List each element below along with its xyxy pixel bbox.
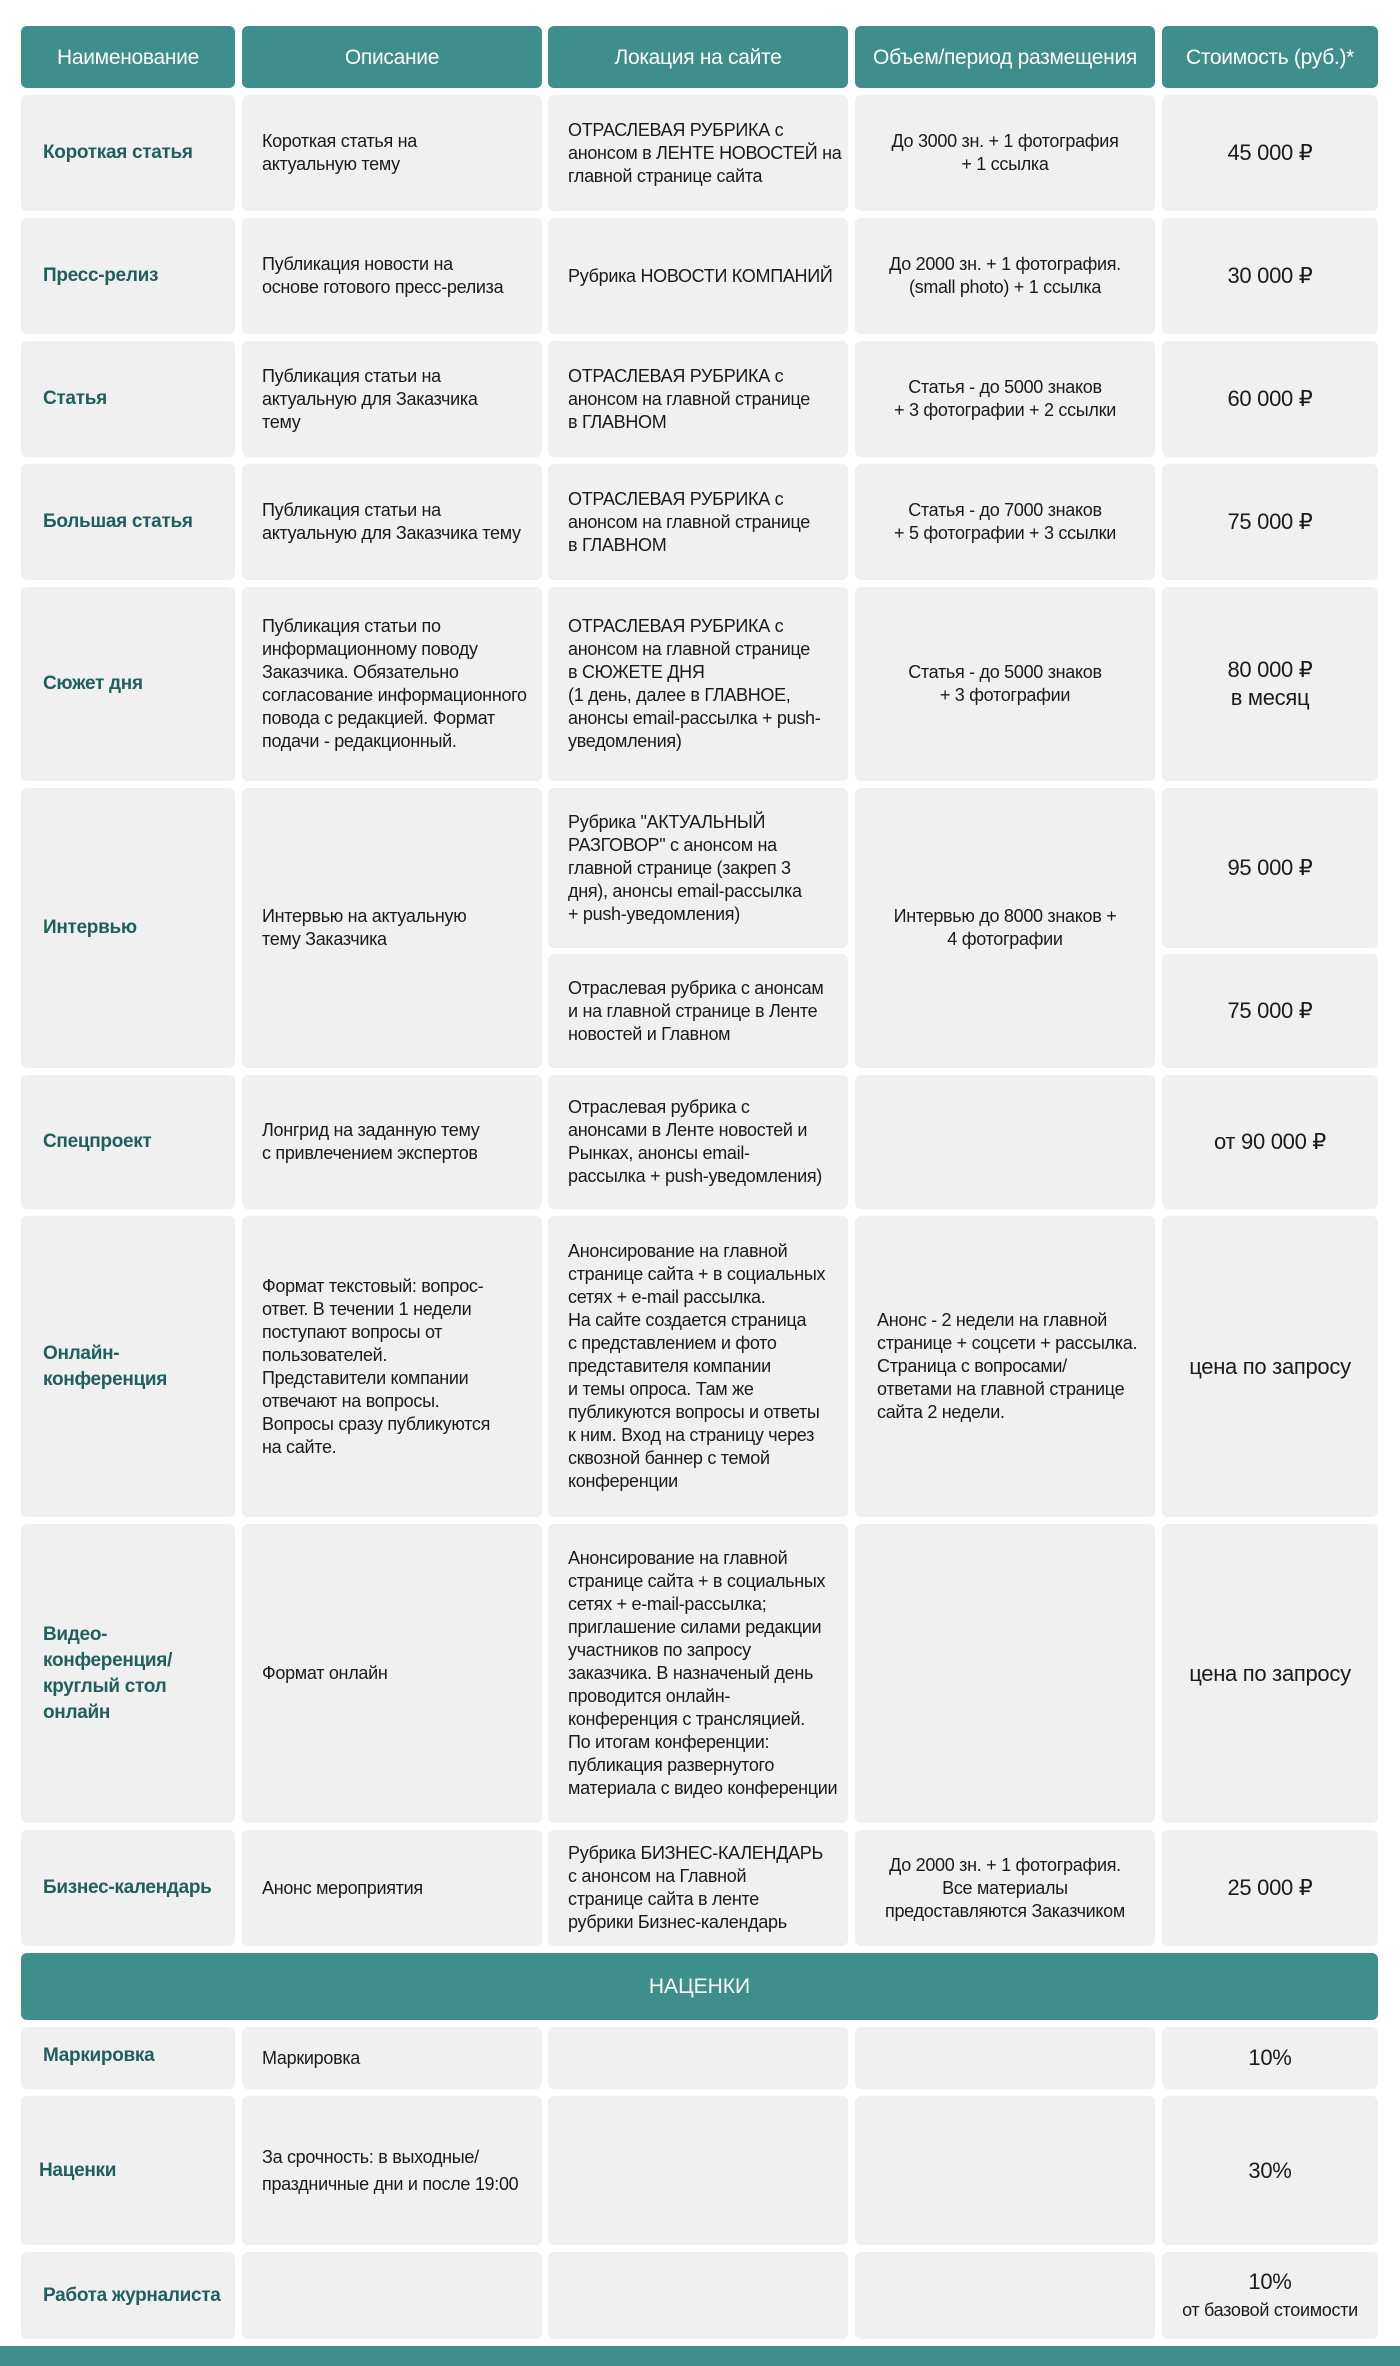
header-label: Локация на сайте [614,45,782,69]
row-volume [855,2096,1155,2245]
row-price-text: 10% [1248,2268,1292,2294]
row-price [1162,464,1378,580]
row-location [548,1075,848,1209]
header-label: Наименование [57,45,199,69]
row-description [242,587,542,781]
row-description [242,2096,542,2245]
row-volume [855,2027,1155,2089]
row-price [1162,341,1378,457]
row-description [242,788,542,1068]
row-price-text: 30% [1248,2157,1292,2183]
row-price-note: в месяц [1230,685,1310,710]
row-location-alt-text: Отраслевая рубрика с анонсам и на главной странице в Ленте новостей и Главном [568,977,824,1044]
row-price-text: от 90 000 ₽ [1213,1129,1327,1154]
row-volume [855,587,1155,781]
row-volume [855,788,1155,1068]
row-location [548,341,848,457]
row-volume [855,1830,1155,1946]
markups-section-header [21,1953,1378,2020]
row-description-text: Формат онлайн [262,1663,388,1683]
row-description [242,2027,542,2089]
row-price-alt-text: 75 000 ₽ [1227,998,1313,1023]
row-price [1162,788,1378,948]
row-description-text: Формат текстовый: вопрос- ответ. В течении 1 недели поступают вопросы от пользователей. Представители компании отвечают на вопросы. Вопросы сразу публикуются на сайте. [262,1275,491,1457]
row-location [548,218,848,334]
row-description-text: Маркировка [262,2047,361,2068]
row-price-text: 95 000 ₽ [1227,855,1313,880]
row-description [242,1216,542,1517]
row-price [1162,1075,1378,1209]
row-volume-text: До 3000 зн. + 1 фотография + 1 ссылка [891,131,1119,174]
column-header-volume [855,26,1155,88]
row-volume [855,464,1155,580]
row-name-text: Бизнес-календарь [43,1877,212,1898]
row-location [548,1524,848,1823]
row-name-text: Интервью [43,917,137,938]
column-header-description [242,26,542,88]
row-volume [855,218,1155,334]
row-location-text: Отраслевая рубрика с анонсами в Ленте новостей и Рынках, анонсы email- рассылка + push-уведомления) [568,1097,822,1186]
row-name [21,1075,235,1209]
row-location-text: ОТРАСЛЕВАЯ РУБРИКА с анонсом на главной странице в ГЛАВНОМ [568,365,810,432]
row-location-text: ОТРАСЛЕВАЯ РУБРИКА с анонсом в ЛЕНТЕ НОВОСТЕЙ на главной странице сайта [568,119,842,186]
row-price-text: 75 000 ₽ [1227,509,1313,534]
row-volume-text: Анонс - 2 недели на главной странице + соцсети + рассылка. Страница с вопросами/ ответами на главной странице сайта 2 недели. [877,1310,1138,1422]
row-volume-text: Интервью до 8000 знаков + 4 фотографии [893,906,1117,949]
row-volume [855,1075,1155,1209]
row-volume [855,95,1155,211]
row-location [548,2027,848,2089]
row-name-text: Короткая статья [43,142,193,163]
row-volume-text: Статья - до 5000 знаков + 3 фотографии + 2 ссылки [894,377,1116,420]
row-price [1162,1524,1378,1823]
row-description-text: Публикация статьи на актуальную для Заказчика тему [262,500,521,543]
row-name [21,341,235,457]
row-name-text: Большая статья [43,511,193,532]
row-volume-text: До 2000 зн. + 1 фотография. (small photo) + 1 ссылка [889,254,1121,297]
row-price-note: от базовой стоимости [1182,2299,1358,2320]
row-name-text: Онлайн- конференция [43,1342,168,1390]
row-location [548,587,848,781]
row-name-text: Сюжет дня [43,673,143,694]
row-description [242,341,542,457]
row-location-alt [548,954,848,1068]
row-description-text: Короткая статья на актуальную тему [262,131,417,174]
row-price-text: 25 000 ₽ [1227,1875,1313,1900]
row-description-text: Публикация статьи по информационному поводу Заказчика. Обязательно согласование информационного повода с редакцией. Формат подачи - редакционный. [262,616,527,751]
row-location [548,95,848,211]
row-location-text: ОТРАСЛЕВАЯ РУБРИКА с анонсом на главной странице в ГЛАВНОМ [568,488,810,555]
row-description-text: Лонгрид на заданную тему с привлечением экспертов [262,1120,480,1163]
row-name-text: Наценки [39,2159,117,2181]
footer-bar [0,2346,1400,2366]
row-price-alt [1162,954,1378,1068]
row-name [21,1524,235,1823]
row-price-text: 30 000 ₽ [1227,263,1313,288]
row-name [21,95,235,211]
markups-title: НАЦЕНКИ [648,1974,751,1998]
row-price [1162,218,1378,334]
row-name-text: Работа журналиста [43,2284,221,2306]
row-name [21,2252,235,2339]
row-description-text: Интервью на актуальную тему Заказчика [262,906,467,949]
row-name [21,587,235,781]
row-location-text: Рубрика "АКТУАЛЬНЫЙ РАЗГОВОР" с анонсом на главной странице (закреп 3 дня), анонсы email-рассылка + push-уведомления) [568,811,802,924]
row-volume-text: Статья - до 5000 знаков + 3 фотографии [908,662,1102,705]
row-description [242,1075,542,1209]
row-location-text: ОТРАСЛЕВАЯ РУБРИКА с анонсом на главной странице в СЮЖЕТЕ ДНЯ (1 день, далее в ГЛАВНОЕ, анонсы email-рассылка + push- уведомления) [568,616,821,751]
row-location [548,788,848,948]
column-header-name [21,26,235,88]
row-name [21,2096,235,2245]
row-description-text: Публикация новости на основе готового пресс-релиза [262,254,504,297]
row-price-text: цена по запросу [1189,1660,1351,1686]
row-name-text: Видео- конференция/ круглый стол онлайн [43,1623,173,1723]
row-name [21,788,235,1068]
row-description [242,2252,542,2339]
row-location-text: Рубрика БИЗНЕС-КАЛЕНДАРЬ с анонсом на Главной странице сайта в ленте рубрики Бизнес-календарь [568,1843,824,1932]
row-location [548,464,848,580]
row-name-text: Статья [43,388,107,409]
row-name-text: Спецпроект [43,1131,152,1152]
row-price [1162,2096,1378,2245]
column-header-location [548,26,848,88]
row-volume [855,1216,1155,1517]
header-label: Стоимость (руб.)* [1185,45,1355,69]
row-price-text: 80 000 ₽ [1227,657,1313,682]
row-price [1162,2252,1378,2339]
row-name [21,1830,235,1946]
row-name-text: Пресс-релиз [43,265,159,286]
row-description [242,218,542,334]
row-name [21,218,235,334]
header-label: Объем/период размещения [873,45,1137,69]
row-location-text: Рубрика НОВОСТИ КОМПАНИЙ [568,265,833,286]
row-location [548,2252,848,2339]
row-name [21,2027,235,2089]
row-name [21,464,235,580]
row-price-text: 60 000 ₽ [1227,386,1313,411]
column-header-price [1162,26,1378,88]
row-volume-text: До 2000 зн. + 1 фотография. Все материалы предоставляются Заказчиком [885,1854,1125,1921]
row-description-text: Анонс мероприятия [262,1877,423,1898]
row-description [242,1830,542,1946]
row-description [242,464,542,580]
row-price-text: 10% [1248,2045,1292,2070]
row-price-text: 45 000 ₽ [1227,140,1313,165]
row-price [1162,2027,1378,2089]
row-description [242,95,542,211]
row-name [21,1216,235,1517]
row-description [242,1524,542,1823]
row-price [1162,1216,1378,1517]
row-location [548,2096,848,2245]
row-description-text: За срочность: в выходные/ праздничные дни и после 19:00 [262,2146,519,2194]
row-description-text: Публикация статьи на актуальную для Заказчика тему [262,365,478,432]
header-label: Описание [344,45,440,69]
row-volume [855,2252,1155,2339]
row-price [1162,95,1378,211]
row-location [548,1216,848,1517]
row-price [1162,587,1378,781]
row-price-text: цена по запросу [1189,1353,1351,1379]
row-location [548,1830,848,1946]
row-price [1162,1830,1378,1946]
row-volume-text: Статья - до 7000 знаков + 5 фотографии + 3 ссылки [894,500,1116,543]
row-volume [855,1524,1155,1823]
row-name-text: Маркировка [43,2045,155,2066]
row-volume [855,341,1155,457]
row-location-text: Анонсирование на главной странице сайта + в социальных сетях + e-mail-рассылка; приглашение силами редакции участников по запросу заказчика. В назначеный день проводится онлайн- конференция с трансляцией. По итогам конференции: публикация развернутого материала с видео конференции [568,1548,838,1798]
row-location-text: Анонсирование на главной странице сайта + в социальных сетях + e-mail рассылка. На сайте создается страница с представлением и фото представителя компании и темы опроса. Там же публикуются вопросы и ответы к ним. Вход на страницу через сквозной баннер с темой конференции [568,1241,826,1491]
